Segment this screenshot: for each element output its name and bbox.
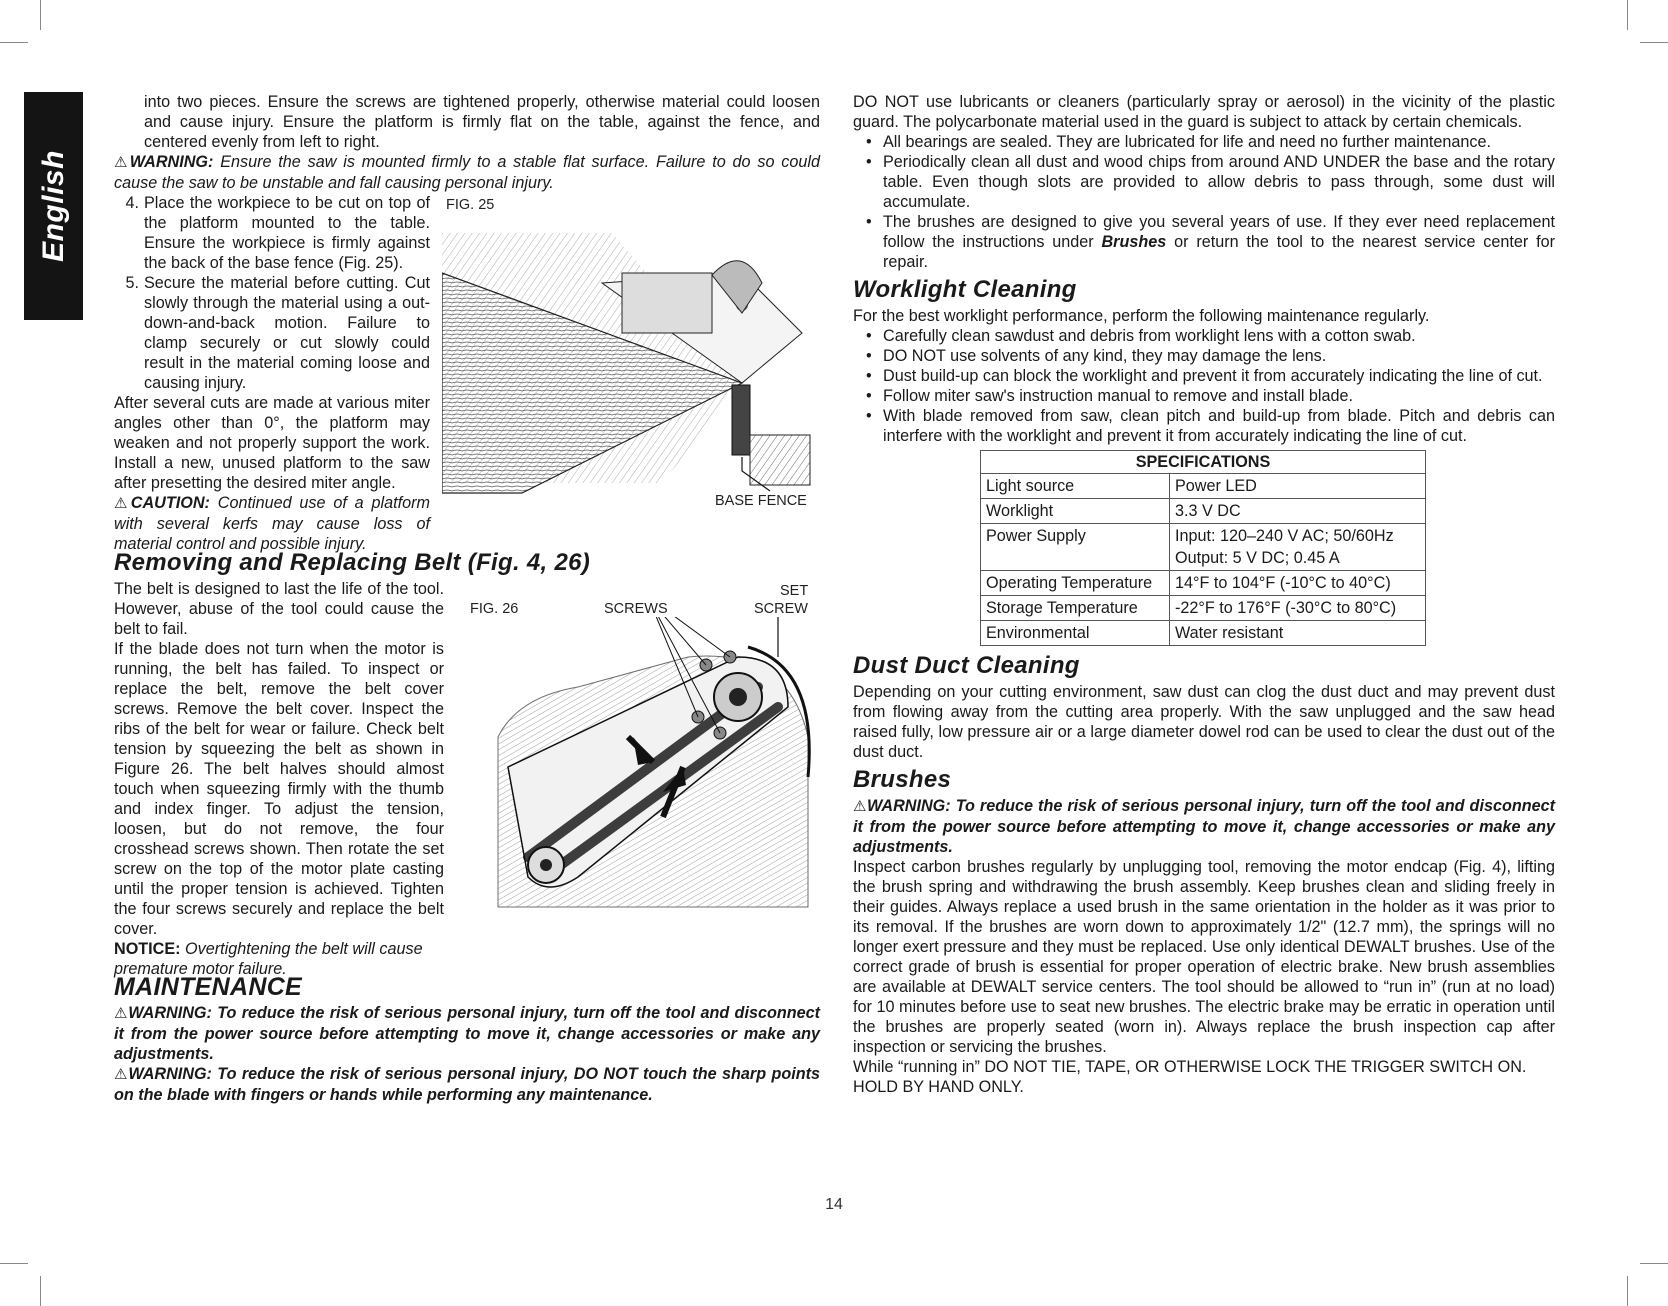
list-item: • Dust build-up can block the worklight and prevent it from accurately indicating the line of cut. [883,366,1555,386]
warning-mounting: ⚠WARNING: Ensure the saw is mounted firmly to a stable flat surface. Failure to do so could cause the saw to be unstable and fall causing personal injury. [114,153,820,192]
list-item: • All bearings are sealed. They are lubricated for life and need no further maintenance. [883,132,1555,152]
fig26-screws-callout: SCREWS [604,601,668,617]
page-number: 14 [825,1196,843,1213]
crop-mark [1627,0,1628,30]
brushes-paragraph-1: Inspect carbon brushes regularly by unplugging tool, removing the motor endcap (Fig. 4), lifting the brush spring and withdrawing the brush assembly. Keep brushes clean and sliding freely in their guides. Always replace a used brush in the same orientation in the holder as it was prior to its removal. If the brushes are worn down to approximately 1/2" (12.7 mm), the springs will no longer exert pressure and they must be replaced. Use only identical DEWALT brushes. Use of the correct grade of brush is essential for proper operation of electric brake. New brush assemblies are available at DEWALT service centers. The tool should be allowed to “run in” (run at no load) for 10 minutes before use to seat new brushes. The electric brake may be erratic in operation until the brushes are properly seated (worn in). Always replace the brush inspection cap after inspection or servicing the brushes. [853,858,1555,1056]
step-4: 4. Place the workpiece to be cut on top of the platform mounted to the table. Ensure the workpiece is firmly against the back of the base fence (Fig. 25). [125,194,430,272]
fig26-setscrew-callout: SCREW [754,601,808,617]
base-fence-callout: BASE FENCE [715,493,807,509]
after-cuts-paragraph: After several cuts are made at various miter angles other than 0°, the platform may weaken and not properly support the work. Install a new, unused platform to the saw after presetting the desired miter angle. [114,394,430,492]
list-item: • DO NOT use solvents of any kind, they may damage the lens. [883,346,1555,366]
step-5: 5. Secure the material before cutting. Cut slowly through the material using a out-down-and-back motion. Failure to clamp securely or cut slowly could result in the material coming loose and causing injury. [125,274,430,392]
table-row: Operating Temperature 14°F to 104°F (-10°C to 40°C) [981,571,1426,596]
crop-mark [1627,1276,1628,1306]
list-item: • The brushes are designed to give you several years of use. If they ever need replacement follow the instructions under Brushes or return the tool to the nearest service center for repair. [883,212,1555,272]
table-row: Worklight 3.3 V DC [981,499,1426,524]
table-row: Environmental Water resistant [981,621,1426,646]
dust-duct-heading: Dust Duct Cleaning [853,652,1080,679]
table-header-row [981,451,1426,474]
caution-kerfs: ⚠CAUTION: Continued use of a platform with several kerfs may cause loss of material control and possible injury. [114,494,430,553]
list-item: • Periodically clean all dust and wood chips from around AND UNDER the base and the rotary table. Even though slots are provided to allow debris to pass through, some dust will accumulate. [883,152,1555,212]
table-row: Power Supply Input: 120–240 V AC; 50/60Hz Output: 5 V DC; 0.45 A [981,524,1426,571]
maintenance-warning-2: ⚠WARNING: To reduce the risk of serious personal injury, DO NOT touch the sharp points on the blade with fingers or hands while performing any maintenance. [114,1065,820,1104]
warning-triangle-icon: ⚠ [114,154,130,171]
left-column [114,92,820,1105]
crop-mark [0,1263,28,1264]
specifications-table [980,450,1426,646]
table-row: Light source Power LED [981,474,1426,499]
table-row: Storage Temperature -22°F to 176°F (-30°C to 80°C) [981,596,1426,621]
crop-mark [40,0,41,30]
steps-text [114,193,430,554]
right-column [853,92,1555,1097]
list-item: • Follow miter saw's instruction manual to remove and install blade. [883,386,1555,406]
fig26-set-callout: SET [780,583,809,599]
fig26-label: FIG. 26 [470,601,519,617]
crop-mark [0,42,28,43]
crop-mark [40,1276,41,1306]
worklight-heading: Worklight Cleaning [853,276,1077,303]
list-item: • With blade removed from saw, clean pitch and build-up from blade. Pitch and debris can interfere with the worklight and prevent it from accurately indicating the line of cut. [883,406,1555,446]
fig25-label: FIG. 25 [446,197,495,213]
language-tab [24,92,83,320]
brushes-heading: Brushes [853,766,952,793]
belt-heading: Removing and Replacing Belt (Fig. 4, 26) [114,549,591,576]
intro-paragraph: into two pieces. Ensure the screws are tightened properly, otherwise material could loosen and cause injury. Ensure the platform is firmly flat on the table, against the fence, and centered evenly from left to right. [144,93,820,151]
specifications-title: SPECIFICATIONS [981,451,1426,474]
fig26-section [114,579,820,978]
maintenance-bullets [853,132,1555,272]
fig25-illustration [442,213,816,497]
warning-triangle-icon: ⚠ [853,798,868,815]
lubricants-paragraph: DO NOT use lubricants or cleaners (particularly spray or aerosol) in the vicinity of the plastic guard. The polycarbonate material used in the guard is subject to attack by certain chemicals. [853,93,1555,131]
warning-triangle-icon: ⚠ [114,1066,129,1083]
dust-duct-paragraph: Depending on your cutting environment, saw dust can clog the dust duct and may prevent dust from flowing away from the cutting area properly. With the saw unplugged and the saw head raised fully, low pressure air or a large diameter dowel rod can be used to clear the dust out of the dust duct. [853,683,1555,761]
belt-paragraph-1: The belt is designed to last the life of the tool. However, abuse of the tool could cause the belt to fail. [114,580,444,638]
worklight-intro: For the best worklight performance, perform the following maintenance regularly. [853,307,1430,325]
worklight-bullets [853,326,1555,446]
crop-mark [1640,42,1668,43]
language-tab-label: English [36,150,70,262]
brushes-paragraph-2: While “running in” DO NOT TIE, TAPE, OR OTHERWISE LOCK THE TRIGGER SWITCH ON. HOLD BY HAND ONLY. [853,1058,1527,1096]
warning-triangle-icon: ⚠ [114,495,131,512]
belt-paragraph-2: If the blade does not turn when the motor is running, the belt has failed. To inspect or replace the belt, remove the belt cover screws. Remove the belt cover. Inspect the ribs of the belt for wear or failure. Check belt tension by squeezing the belt as shown in Figure 26. The belt halves should almost touch when squeezing firmly with the thumb and index finger. To adjust the tension, loosen, but do not remove, the four crosshead screws shown. Then rotate the set screw on the top of the motor plate casting until the proper tension is achieved. Tighten the four screws securely and replace the belt cover. [114,640,444,938]
maintenance-warning-1: ⚠WARNING: To reduce the risk of serious personal injury, turn off the tool and disconnect it from the power source before attempting to move it, change accessories or make any adjustments. [114,1004,821,1063]
notice-overtighten: NOTICE: Overtightening the belt will cause premature motor failure. [114,940,423,978]
fig26-illustration [488,617,818,931]
belt-text [114,579,444,979]
maintenance-heading: MAINTENANCE [114,973,303,1001]
list-item: • Carefully clean sawdust and debris from worklight lens with a cotton swab. [883,326,1555,346]
warning-triangle-icon: ⚠ [114,1005,129,1022]
crop-mark [1640,1263,1668,1264]
fig25-section [114,193,820,553]
brushes-warning: ⚠WARNING: To reduce the risk of serious personal injury, turn off the tool and disconnect it from the power source before attempting to move it, change accessories or make any adjustments. [853,797,1556,856]
